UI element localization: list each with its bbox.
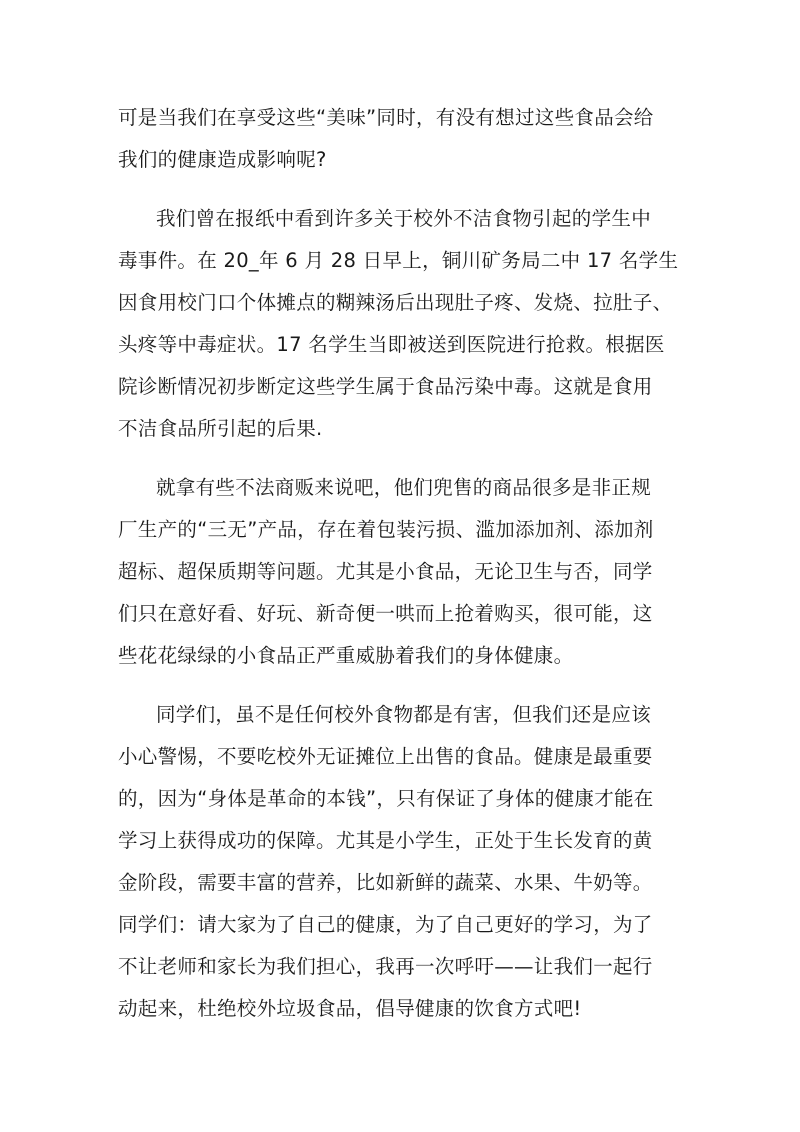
text-line: 同学们：请大家为了自己的健康，为了自己更好的学习，为了: [118, 913, 653, 936]
text-line: 们只在意好看、好玩、新奇便一哄而上抢着购买，很可能，这: [118, 602, 653, 625]
text-line: 我们曾在报纸中看到许多关于校外不洁食物引起的学生中: [156, 207, 652, 230]
text-line: 不让老师和家长为我们担心，我再一次呼吁——让我们一起行: [118, 955, 653, 978]
text-line: 就拿有些不法商贩来说吧，他们兜售的商品很多是非正规: [156, 476, 652, 499]
text-line: 可是当我们在享受这些“美味”同时，有没有想过这些食品会给: [118, 106, 654, 129]
text-line: 院诊断情况初步断定这些学生属于食品污染中毒。这就是食用: [118, 375, 653, 398]
text-line: 毒事件。在 20_年 6 月 28 日早上，铜川矿务局二中 17 名学生: [118, 249, 679, 272]
text-line: 超标、超保质期等问题。尤其是小食品，无论卫生与否，同学: [118, 560, 653, 583]
text-line: 小心警惕，不要吃校外无证摊位上出售的食品。健康是最重要: [118, 745, 653, 768]
text-line: 些花花绿绿的小食品正严重威胁着我们的身体健康。: [118, 644, 574, 667]
text-line: 不洁食品所引起的后果.: [118, 417, 323, 440]
text-line: 我们的健康造成影响呢?: [118, 148, 327, 171]
text-line: 因食用校门口个体摊点的糊辣汤后出现肚子疼、发烧、拉肚子、: [118, 291, 673, 314]
text-line: 头疼等中毒症状。17 名学生当即被送到医院进行抢救。根据医: [118, 333, 665, 356]
text-line: 的，因为“身体是革命的本钱”，只有保证了身体的健康才能在: [118, 787, 654, 810]
text-line: 动起来，杜绝校外垃圾食品，倡导健康的饮食方式吧!: [118, 997, 582, 1020]
text-line: 学习上获得成功的保障。尤其是小学生，正处于生长发育的黄: [118, 829, 653, 852]
text-line: 金阶段，需要丰富的营养，比如新鲜的蔬菜、水果、牛奶等。: [118, 871, 653, 894]
text-line: 厂生产的“三无”产品，存在着包装污损、滥加添加剂、添加剂: [118, 518, 654, 541]
text-line: 同学们，虽不是任何校外食物都是有害，但我们还是应该: [156, 703, 652, 726]
